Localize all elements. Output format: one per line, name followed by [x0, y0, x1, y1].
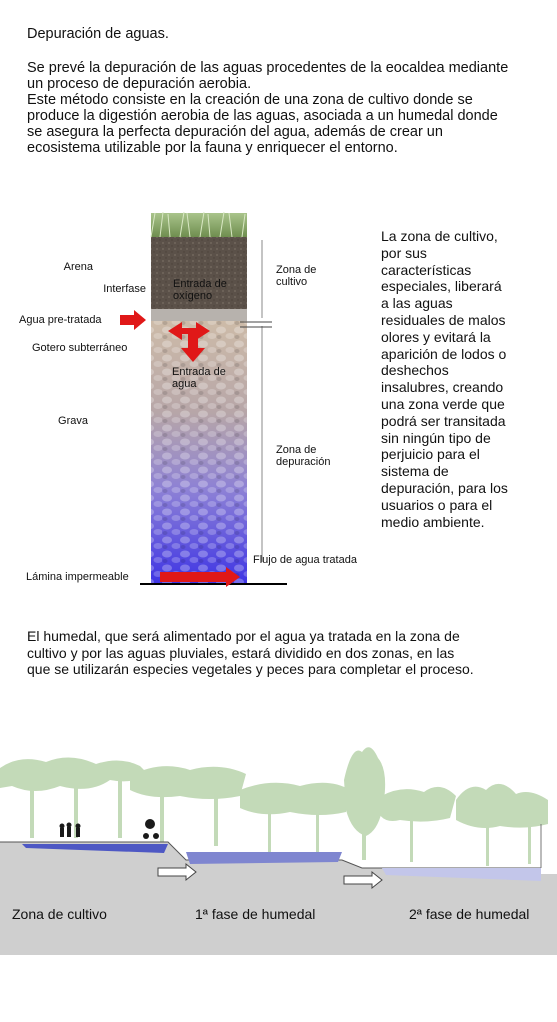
- side-line: usuarios o para el: [381, 496, 493, 513]
- interface-layer: [151, 309, 247, 321]
- side-line: deshechos: [381, 362, 449, 379]
- grass-layer: [151, 213, 247, 237]
- label-entrada-oxigeno: Entrada de oxígeno: [173, 278, 227, 302]
- side-line: a las aguas: [381, 295, 453, 312]
- caption-fase-2: 2ª fase de humedal: [409, 906, 530, 922]
- side-line: medio ambiente.: [381, 513, 485, 530]
- side-line: La zona de cultivo,: [381, 228, 498, 244]
- intro-line: un proceso de depuración aerobia.: [27, 76, 252, 92]
- side-line: podrá ser transitada: [381, 412, 506, 429]
- side-line: residuales de malos: [381, 311, 506, 328]
- intro-line: produce la digestión aerobia de las aguas, asociada a un humedal donde: [27, 108, 498, 124]
- label-flujo-agua-tratada: Flujo de agua tratada: [253, 554, 357, 566]
- humedal-line: cultivo y por las aguas pluviales, estará dividido en dos zonas, en las: [27, 644, 455, 661]
- caption-fase-1: 1ª fase de humedal: [195, 906, 316, 922]
- intro-line: Este método consiste en la creación de una zona de cultivo donde se: [27, 92, 473, 108]
- intro-paragraph: [27, 60, 547, 156]
- soil-column-diagram: [0, 200, 380, 600]
- label-lamina: Lámina impermeable: [26, 571, 129, 583]
- side-line: sin ningún tipo de: [381, 429, 491, 446]
- label-interfase: Interfase: [103, 283, 146, 295]
- label-entrada-agua: Entrada de agua: [172, 366, 226, 390]
- side-line: olores y evitará la: [381, 328, 491, 345]
- side-line: por sus: [381, 244, 427, 261]
- wetland-section-illustration: [0, 740, 557, 960]
- side-line: depuración, para los: [381, 479, 508, 496]
- label-arena: Arena: [63, 261, 93, 273]
- intro-line: Se prevé la depuración de las aguas procedentes de la eocaldea mediante: [27, 60, 509, 76]
- caption-zona-cultivo: Zona de cultivo: [12, 906, 107, 922]
- pre-treated-water-arrow: [120, 310, 146, 330]
- side-line: una zona verde que: [381, 395, 505, 412]
- page-title: Depuración de aguas.: [27, 26, 169, 42]
- humedal-line: El humedal, que será alimentado por el agua ya tratada en la zona de: [27, 628, 460, 644]
- humedal-paragraph: [27, 628, 547, 678]
- label-zona-depuracion: Zona de depuración: [276, 444, 331, 468]
- side-line: características: [381, 261, 472, 278]
- side-line: sistema de: [381, 463, 449, 480]
- intro-line: ecosistema utilizable por la fauna y enriquecer el entorno.: [27, 140, 398, 156]
- label-grava: Grava: [58, 415, 88, 427]
- side-line: insalubres, creando: [381, 379, 504, 396]
- humedal-line: que se utilizarán especies vegetales y peces para completar el proceso.: [27, 661, 474, 677]
- side-line: especiales, liberará: [381, 278, 502, 295]
- label-gotero: Gotero subterráneo: [32, 342, 128, 354]
- side-paragraph: [381, 228, 551, 530]
- water-fase-1: [186, 852, 342, 864]
- label-zona-cultivo: Zona de cultivo: [276, 264, 317, 288]
- label-agua-pretratada: Agua pre-tratada: [19, 314, 102, 326]
- side-line: perjuicio para el: [381, 446, 480, 463]
- intro-line: se asegura la perfecta depuración del agua, además de crear un: [27, 124, 443, 140]
- side-line: aparición de lodos o: [381, 345, 507, 362]
